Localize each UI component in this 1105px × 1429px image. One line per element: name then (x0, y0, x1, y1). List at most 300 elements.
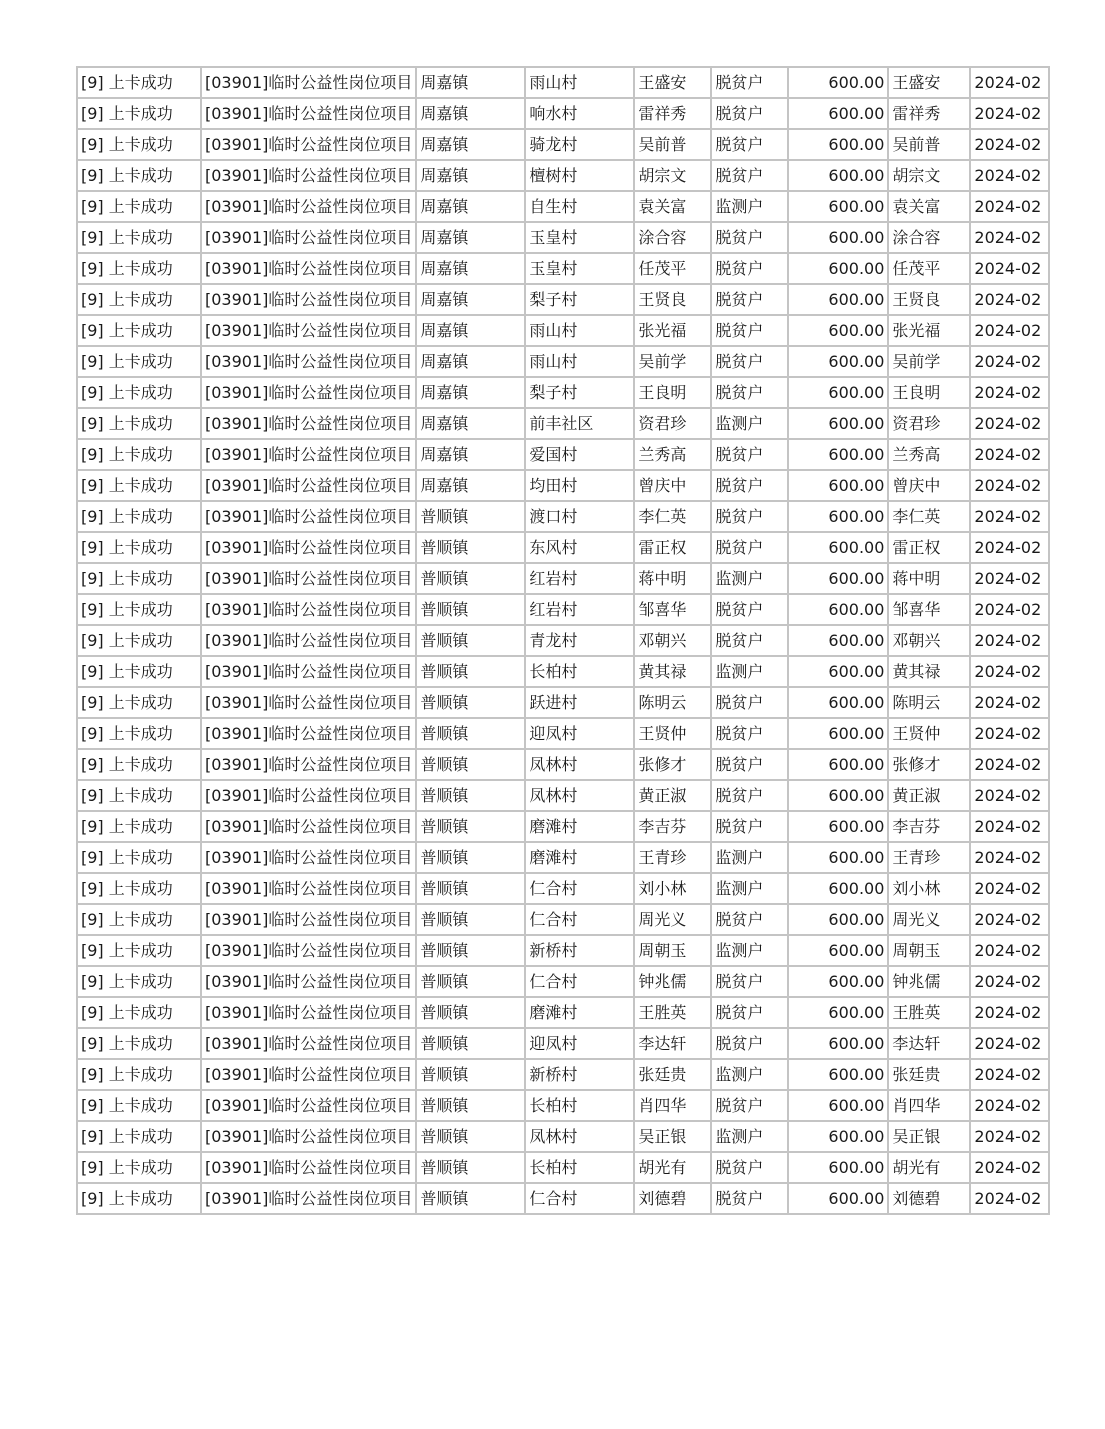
town-cell: 普顺镇 (416, 718, 525, 749)
payment-table (76, 66, 1050, 1215)
household-type-cell: 脱贫户 (711, 625, 788, 656)
status-cell: [9] 上卡成功 (77, 501, 201, 532)
town-cell: 普顺镇 (416, 563, 525, 594)
household-type-cell: 脱贫户 (711, 966, 788, 997)
household-type-cell: 脱贫户 (711, 532, 788, 563)
village-cell: 仁合村 (525, 1183, 634, 1214)
amount-cell: 600.00 (788, 160, 888, 191)
period-cell: 2024-02 (970, 656, 1049, 687)
project-cell: [03901]临时公益性岗位项目 (201, 904, 416, 935)
village-cell: 仁合村 (525, 904, 634, 935)
status-cell: [9] 上卡成功 (77, 811, 201, 842)
village-cell: 红岩村 (525, 563, 634, 594)
period-cell: 2024-02 (970, 532, 1049, 563)
amount-cell: 600.00 (788, 439, 888, 470)
name-cell: 邓朝兴 (634, 625, 711, 656)
town-cell: 普顺镇 (416, 842, 525, 873)
name-cell: 涂合容 (634, 222, 711, 253)
town-cell: 普顺镇 (416, 873, 525, 904)
household-type-cell: 脱贫户 (711, 222, 788, 253)
name-cell: 李仁英 (634, 501, 711, 532)
table-row (77, 1028, 1049, 1059)
status-cell: [9] 上卡成功 (77, 904, 201, 935)
household-type-cell: 脱贫户 (711, 346, 788, 377)
status-cell: [9] 上卡成功 (77, 222, 201, 253)
village-cell: 雨山村 (525, 346, 634, 377)
project-cell: [03901]临时公益性岗位项目 (201, 563, 416, 594)
status-cell: [9] 上卡成功 (77, 935, 201, 966)
name-cell: 任茂平 (634, 253, 711, 284)
project-cell: [03901]临时公益性岗位项目 (201, 222, 416, 253)
household-type-cell: 监测户 (711, 656, 788, 687)
household-type-cell: 脱贫户 (711, 129, 788, 160)
town-cell: 普顺镇 (416, 811, 525, 842)
amount-cell: 600.00 (788, 749, 888, 780)
period-cell: 2024-02 (970, 67, 1049, 98)
period-cell: 2024-02 (970, 873, 1049, 904)
payee-cell: 王贤良 (888, 284, 970, 315)
household-type-cell: 监测户 (711, 408, 788, 439)
project-cell: [03901]临时公益性岗位项目 (201, 1059, 416, 1090)
table-row (77, 935, 1049, 966)
status-cell: [9] 上卡成功 (77, 284, 201, 315)
status-cell: [9] 上卡成功 (77, 1152, 201, 1183)
name-cell: 陈明云 (634, 687, 711, 718)
amount-cell: 600.00 (788, 532, 888, 563)
amount-cell: 600.00 (788, 997, 888, 1028)
village-cell: 仁合村 (525, 873, 634, 904)
table-row (77, 377, 1049, 408)
village-cell: 磨滩村 (525, 842, 634, 873)
payee-cell: 周光义 (888, 904, 970, 935)
payee-cell: 张修才 (888, 749, 970, 780)
name-cell: 王贤良 (634, 284, 711, 315)
table-row (77, 191, 1049, 222)
payment-table-body (77, 67, 1049, 1214)
status-cell: [9] 上卡成功 (77, 315, 201, 346)
household-type-cell: 脱贫户 (711, 718, 788, 749)
payee-cell: 吴前普 (888, 129, 970, 160)
household-type-cell: 脱贫户 (711, 315, 788, 346)
town-cell: 普顺镇 (416, 904, 525, 935)
amount-cell: 600.00 (788, 346, 888, 377)
status-cell: [9] 上卡成功 (77, 966, 201, 997)
project-cell: [03901]临时公益性岗位项目 (201, 470, 416, 501)
household-type-cell: 脱贫户 (711, 687, 788, 718)
project-cell: [03901]临时公益性岗位项目 (201, 191, 416, 222)
status-cell: [9] 上卡成功 (77, 191, 201, 222)
village-cell: 自生村 (525, 191, 634, 222)
name-cell: 张光福 (634, 315, 711, 346)
table-row (77, 439, 1049, 470)
payee-cell: 周朝玉 (888, 935, 970, 966)
amount-cell: 600.00 (788, 501, 888, 532)
town-cell: 周嘉镇 (416, 191, 525, 222)
village-cell: 均田村 (525, 470, 634, 501)
name-cell: 王盛安 (634, 67, 711, 98)
project-cell: [03901]临时公益性岗位项目 (201, 129, 416, 160)
amount-cell: 600.00 (788, 935, 888, 966)
town-cell: 周嘉镇 (416, 470, 525, 501)
town-cell: 周嘉镇 (416, 439, 525, 470)
village-cell: 凤林村 (525, 780, 634, 811)
status-cell: [9] 上卡成功 (77, 377, 201, 408)
village-cell: 新桥村 (525, 935, 634, 966)
village-cell: 长柏村 (525, 1152, 634, 1183)
household-type-cell: 脱贫户 (711, 67, 788, 98)
table-row (77, 873, 1049, 904)
status-cell: [9] 上卡成功 (77, 98, 201, 129)
name-cell: 雷正权 (634, 532, 711, 563)
period-cell: 2024-02 (970, 718, 1049, 749)
name-cell: 肖四华 (634, 1090, 711, 1121)
project-cell: [03901]临时公益性岗位项目 (201, 811, 416, 842)
table-row (77, 811, 1049, 842)
amount-cell: 600.00 (788, 718, 888, 749)
payee-cell: 王胜英 (888, 997, 970, 1028)
period-cell: 2024-02 (970, 253, 1049, 284)
town-cell: 普顺镇 (416, 749, 525, 780)
table-row (77, 315, 1049, 346)
household-type-cell: 脱贫户 (711, 470, 788, 501)
status-cell: [9] 上卡成功 (77, 1121, 201, 1152)
table-row (77, 532, 1049, 563)
name-cell: 刘小林 (634, 873, 711, 904)
status-cell: [9] 上卡成功 (77, 439, 201, 470)
amount-cell: 600.00 (788, 966, 888, 997)
payee-cell: 雷正权 (888, 532, 970, 563)
table-row (77, 98, 1049, 129)
town-cell: 普顺镇 (416, 935, 525, 966)
period-cell: 2024-02 (970, 377, 1049, 408)
project-cell: [03901]临时公益性岗位项目 (201, 1028, 416, 1059)
household-type-cell: 脱贫户 (711, 377, 788, 408)
period-cell: 2024-02 (970, 935, 1049, 966)
household-type-cell: 脱贫户 (711, 997, 788, 1028)
village-cell: 仁合村 (525, 966, 634, 997)
table-row (77, 1152, 1049, 1183)
project-cell: [03901]临时公益性岗位项目 (201, 966, 416, 997)
village-cell: 玉皇村 (525, 253, 634, 284)
project-cell: [03901]临时公益性岗位项目 (201, 532, 416, 563)
town-cell: 普顺镇 (416, 594, 525, 625)
table-row (77, 253, 1049, 284)
period-cell: 2024-02 (970, 780, 1049, 811)
town-cell: 周嘉镇 (416, 67, 525, 98)
period-cell: 2024-02 (970, 470, 1049, 501)
town-cell: 普顺镇 (416, 1121, 525, 1152)
name-cell: 张廷贵 (634, 1059, 711, 1090)
payee-cell: 张廷贵 (888, 1059, 970, 1090)
town-cell: 普顺镇 (416, 780, 525, 811)
status-cell: [9] 上卡成功 (77, 687, 201, 718)
status-cell: [9] 上卡成功 (77, 160, 201, 191)
table-row (77, 904, 1049, 935)
amount-cell: 600.00 (788, 687, 888, 718)
name-cell: 黄其禄 (634, 656, 711, 687)
town-cell: 普顺镇 (416, 1028, 525, 1059)
amount-cell: 600.00 (788, 129, 888, 160)
name-cell: 吴前学 (634, 346, 711, 377)
amount-cell: 600.00 (788, 780, 888, 811)
period-cell: 2024-02 (970, 191, 1049, 222)
status-cell: [9] 上卡成功 (77, 842, 201, 873)
table-row (77, 346, 1049, 377)
payee-cell: 任茂平 (888, 253, 970, 284)
table-row (77, 222, 1049, 253)
village-cell: 前丰社区 (525, 408, 634, 439)
town-cell: 周嘉镇 (416, 129, 525, 160)
village-cell: 玉皇村 (525, 222, 634, 253)
name-cell: 王胜英 (634, 997, 711, 1028)
project-cell: [03901]临时公益性岗位项目 (201, 408, 416, 439)
amount-cell: 600.00 (788, 67, 888, 98)
status-cell: [9] 上卡成功 (77, 532, 201, 563)
project-cell: [03901]临时公益性岗位项目 (201, 284, 416, 315)
payee-cell: 胡宗文 (888, 160, 970, 191)
village-cell: 骑龙村 (525, 129, 634, 160)
period-cell: 2024-02 (970, 1183, 1049, 1214)
town-cell: 普顺镇 (416, 1183, 525, 1214)
name-cell: 李达轩 (634, 1028, 711, 1059)
table-row (77, 160, 1049, 191)
household-type-cell: 脱贫户 (711, 1090, 788, 1121)
table-row (77, 408, 1049, 439)
amount-cell: 600.00 (788, 191, 888, 222)
project-cell: [03901]临时公益性岗位项目 (201, 997, 416, 1028)
village-cell: 新桥村 (525, 1059, 634, 1090)
village-cell: 梨子村 (525, 284, 634, 315)
period-cell: 2024-02 (970, 222, 1049, 253)
village-cell: 爱国村 (525, 439, 634, 470)
period-cell: 2024-02 (970, 1090, 1049, 1121)
status-cell: [9] 上卡成功 (77, 67, 201, 98)
project-cell: [03901]临时公益性岗位项目 (201, 594, 416, 625)
table-row (77, 501, 1049, 532)
town-cell: 周嘉镇 (416, 253, 525, 284)
period-cell: 2024-02 (970, 346, 1049, 377)
table-row (77, 594, 1049, 625)
project-cell: [03901]临时公益性岗位项目 (201, 749, 416, 780)
town-cell: 普顺镇 (416, 625, 525, 656)
project-cell: [03901]临时公益性岗位项目 (201, 315, 416, 346)
payee-cell: 王青珍 (888, 842, 970, 873)
period-cell: 2024-02 (970, 997, 1049, 1028)
name-cell: 资君珍 (634, 408, 711, 439)
payee-cell: 王良明 (888, 377, 970, 408)
project-cell: [03901]临时公益性岗位项目 (201, 1121, 416, 1152)
project-cell: [03901]临时公益性岗位项目 (201, 377, 416, 408)
name-cell: 胡宗文 (634, 160, 711, 191)
town-cell: 普顺镇 (416, 997, 525, 1028)
status-cell: [9] 上卡成功 (77, 563, 201, 594)
town-cell: 周嘉镇 (416, 98, 525, 129)
town-cell: 普顺镇 (416, 532, 525, 563)
amount-cell: 600.00 (788, 315, 888, 346)
payee-cell: 兰秀高 (888, 439, 970, 470)
table-row (77, 718, 1049, 749)
table-row (77, 129, 1049, 160)
household-type-cell: 脱贫户 (711, 98, 788, 129)
village-cell: 凤林村 (525, 1121, 634, 1152)
status-cell: [9] 上卡成功 (77, 129, 201, 160)
name-cell: 邹喜华 (634, 594, 711, 625)
name-cell: 曾庆中 (634, 470, 711, 501)
village-cell: 迎凤村 (525, 1028, 634, 1059)
status-cell: [9] 上卡成功 (77, 625, 201, 656)
period-cell: 2024-02 (970, 501, 1049, 532)
household-type-cell: 脱贫户 (711, 594, 788, 625)
table-row (77, 1059, 1049, 1090)
household-type-cell: 脱贫户 (711, 160, 788, 191)
payee-cell: 蒋中明 (888, 563, 970, 594)
town-cell: 周嘉镇 (416, 346, 525, 377)
town-cell: 普顺镇 (416, 1059, 525, 1090)
project-cell: [03901]临时公益性岗位项目 (201, 625, 416, 656)
project-cell: [03901]临时公益性岗位项目 (201, 718, 416, 749)
table-row (77, 563, 1049, 594)
project-cell: [03901]临时公益性岗位项目 (201, 67, 416, 98)
village-cell: 雨山村 (525, 315, 634, 346)
period-cell: 2024-02 (970, 284, 1049, 315)
town-cell: 周嘉镇 (416, 408, 525, 439)
table-row (77, 67, 1049, 98)
household-type-cell: 脱贫户 (711, 1183, 788, 1214)
name-cell: 胡光有 (634, 1152, 711, 1183)
table-row (77, 656, 1049, 687)
project-cell: [03901]临时公益性岗位项目 (201, 1090, 416, 1121)
period-cell: 2024-02 (970, 687, 1049, 718)
table-row (77, 749, 1049, 780)
town-cell: 普顺镇 (416, 501, 525, 532)
table-row (77, 687, 1049, 718)
project-cell: [03901]临时公益性岗位项目 (201, 160, 416, 191)
amount-cell: 600.00 (788, 563, 888, 594)
village-cell: 渡口村 (525, 501, 634, 532)
period-cell: 2024-02 (970, 563, 1049, 594)
payee-cell: 李仁英 (888, 501, 970, 532)
town-cell: 普顺镇 (416, 687, 525, 718)
village-cell: 梨子村 (525, 377, 634, 408)
amount-cell: 600.00 (788, 1028, 888, 1059)
table-row (77, 842, 1049, 873)
amount-cell: 600.00 (788, 470, 888, 501)
amount-cell: 600.00 (788, 811, 888, 842)
amount-cell: 600.00 (788, 873, 888, 904)
table-row (77, 1090, 1049, 1121)
name-cell: 蒋中明 (634, 563, 711, 594)
amount-cell: 600.00 (788, 842, 888, 873)
payee-cell: 刘小林 (888, 873, 970, 904)
name-cell: 王良明 (634, 377, 711, 408)
project-cell: [03901]临时公益性岗位项目 (201, 501, 416, 532)
period-cell: 2024-02 (970, 1152, 1049, 1183)
name-cell: 兰秀高 (634, 439, 711, 470)
payee-cell: 涂合容 (888, 222, 970, 253)
payee-cell: 邹喜华 (888, 594, 970, 625)
name-cell: 周朝玉 (634, 935, 711, 966)
payee-cell: 雷祥秀 (888, 98, 970, 129)
status-cell: [9] 上卡成功 (77, 346, 201, 377)
period-cell: 2024-02 (970, 1059, 1049, 1090)
payee-cell: 袁关富 (888, 191, 970, 222)
amount-cell: 600.00 (788, 222, 888, 253)
status-cell: [9] 上卡成功 (77, 780, 201, 811)
amount-cell: 600.00 (788, 98, 888, 129)
project-cell: [03901]临时公益性岗位项目 (201, 935, 416, 966)
project-cell: [03901]临时公益性岗位项目 (201, 1183, 416, 1214)
village-cell: 跃进村 (525, 687, 634, 718)
village-cell: 红岩村 (525, 594, 634, 625)
household-type-cell: 监测户 (711, 563, 788, 594)
name-cell: 李吉芬 (634, 811, 711, 842)
household-type-cell: 脱贫户 (711, 1028, 788, 1059)
amount-cell: 600.00 (788, 1183, 888, 1214)
payee-cell: 黄正淑 (888, 780, 970, 811)
payee-cell: 陈明云 (888, 687, 970, 718)
status-cell: [9] 上卡成功 (77, 1028, 201, 1059)
name-cell: 张修才 (634, 749, 711, 780)
village-cell: 檀树村 (525, 160, 634, 191)
name-cell: 黄正淑 (634, 780, 711, 811)
household-type-cell: 脱贫户 (711, 1152, 788, 1183)
household-type-cell: 脱贫户 (711, 501, 788, 532)
household-type-cell: 监测户 (711, 1121, 788, 1152)
name-cell: 刘德碧 (634, 1183, 711, 1214)
table-row (77, 625, 1049, 656)
period-cell: 2024-02 (970, 1028, 1049, 1059)
amount-cell: 600.00 (788, 1059, 888, 1090)
status-cell: [9] 上卡成功 (77, 1183, 201, 1214)
amount-cell: 600.00 (788, 594, 888, 625)
status-cell: [9] 上卡成功 (77, 253, 201, 284)
town-cell: 周嘉镇 (416, 284, 525, 315)
payee-cell: 吴正银 (888, 1121, 970, 1152)
project-cell: [03901]临时公益性岗位项目 (201, 439, 416, 470)
amount-cell: 600.00 (788, 253, 888, 284)
payee-cell: 肖四华 (888, 1090, 970, 1121)
project-cell: [03901]临时公益性岗位项目 (201, 1152, 416, 1183)
payee-cell: 邓朝兴 (888, 625, 970, 656)
household-type-cell: 监测户 (711, 842, 788, 873)
town-cell: 周嘉镇 (416, 315, 525, 346)
household-type-cell: 监测户 (711, 1059, 788, 1090)
table-row (77, 1121, 1049, 1152)
household-type-cell: 脱贫户 (711, 904, 788, 935)
town-cell: 普顺镇 (416, 656, 525, 687)
village-cell: 磨滩村 (525, 811, 634, 842)
payee-cell: 吴前学 (888, 346, 970, 377)
status-cell: [9] 上卡成功 (77, 718, 201, 749)
village-cell: 长柏村 (525, 1090, 634, 1121)
town-cell: 普顺镇 (416, 1090, 525, 1121)
period-cell: 2024-02 (970, 594, 1049, 625)
payee-cell: 王贤仲 (888, 718, 970, 749)
table-row (77, 997, 1049, 1028)
household-type-cell: 脱贫户 (711, 749, 788, 780)
village-cell: 雨山村 (525, 67, 634, 98)
name-cell: 周光义 (634, 904, 711, 935)
payee-cell: 李达轩 (888, 1028, 970, 1059)
table-row (77, 966, 1049, 997)
period-cell: 2024-02 (970, 315, 1049, 346)
project-cell: [03901]临时公益性岗位项目 (201, 98, 416, 129)
project-cell: [03901]临时公益性岗位项目 (201, 842, 416, 873)
payee-cell: 张光福 (888, 315, 970, 346)
village-cell: 长柏村 (525, 656, 634, 687)
project-cell: [03901]临时公益性岗位项目 (201, 346, 416, 377)
period-cell: 2024-02 (970, 439, 1049, 470)
